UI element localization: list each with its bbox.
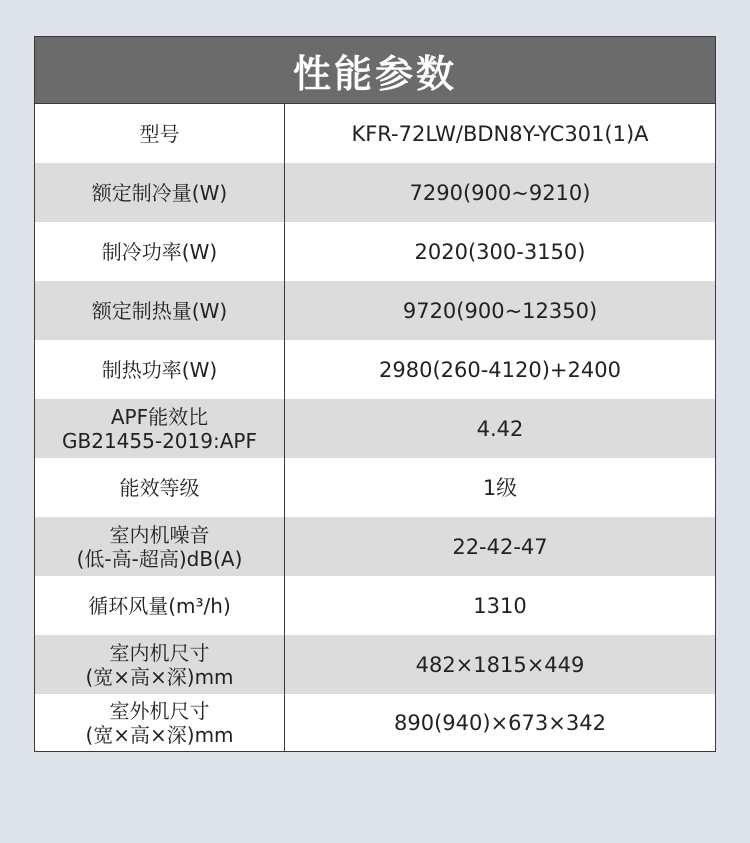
spec-value: 482×1815×449	[415, 652, 585, 677]
table-row	[35, 694, 715, 751]
spec-label-line: 额定制热量(W)	[91, 298, 228, 323]
spec-label	[35, 399, 285, 458]
spec-label-line: 制热功率(W)	[101, 357, 218, 382]
table-row	[35, 222, 715, 281]
table-row	[35, 340, 715, 399]
table-row	[35, 104, 715, 163]
spec-label	[35, 340, 285, 399]
spec-label-line: 室内机噪音	[109, 522, 210, 547]
spec-label-line: 额定制冷量(W)	[91, 180, 228, 205]
spec-value: 7290(900~9210)	[409, 180, 591, 205]
spec-label-line: 循环风量(m³/h)	[88, 593, 231, 618]
spec-label-line: 室外机尺寸	[109, 698, 210, 723]
table-row	[35, 281, 715, 340]
table-row	[35, 458, 715, 517]
spec-value: 2980(260-4120)+2400	[379, 357, 621, 382]
table-row	[35, 517, 715, 576]
table-row	[35, 576, 715, 635]
spec-label-line: 制冷功率(W)	[101, 239, 218, 264]
spec-value: 22-42-47	[452, 534, 548, 559]
spec-label-line: 室内机尺寸	[109, 640, 210, 665]
spec-label	[35, 163, 285, 222]
spec-value: KFR-72LW/BDN8Y-YC301(1)A	[351, 121, 649, 146]
spec-label-line: (宽×高×深)mm	[85, 722, 234, 747]
spec-label-line: APF能效比	[110, 404, 209, 429]
table-row	[35, 399, 715, 458]
spec-label	[35, 694, 285, 751]
table-row	[35, 163, 715, 222]
page-title: 性能参数	[292, 51, 457, 96]
spec-label	[35, 458, 285, 517]
spec-value: 9720(900~12350)	[402, 298, 598, 323]
spec-value: 1级	[482, 475, 518, 500]
spec-label-line: 型号	[139, 121, 180, 146]
spec-label-line: GB21455-2019:APF	[62, 428, 257, 453]
spec-label-line: (低-高-超高)dB(A)	[76, 546, 243, 571]
spec-label	[35, 222, 285, 281]
spec-value: 4.42	[476, 416, 524, 441]
spec-table	[34, 36, 716, 752]
spec-label	[35, 104, 285, 163]
table-row	[35, 635, 715, 694]
spec-value: 1310	[473, 593, 527, 618]
title-bar	[35, 37, 715, 104]
spec-label	[35, 517, 285, 576]
spec-value: 890(940)×673×342	[394, 710, 606, 735]
spec-label-line: (宽×高×深)mm	[85, 664, 234, 689]
spec-label	[35, 576, 285, 635]
spec-label	[35, 635, 285, 694]
spec-label	[35, 281, 285, 340]
spec-label-line: 能效等级	[119, 475, 200, 500]
spec-value: 2020(300-3150)	[414, 239, 586, 264]
